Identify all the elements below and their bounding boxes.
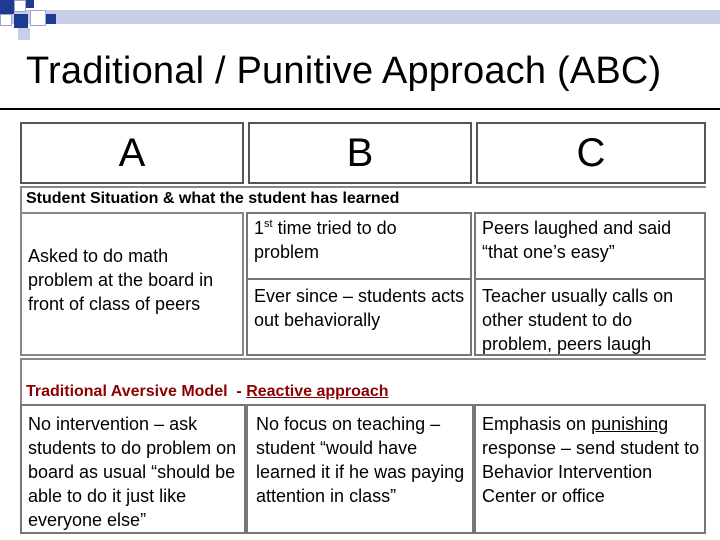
section1-a-text: Asked to do math problem at the board in front of class of peers — [28, 246, 214, 314]
header-b: B — [248, 122, 472, 184]
decor-square — [18, 28, 30, 40]
title-divider — [0, 108, 720, 110]
page-title: Traditional / Punitive Approach (ABC) — [26, 50, 662, 92]
decor-square — [14, 0, 26, 12]
header-c: C — [476, 122, 706, 184]
section1-cell-a — [20, 212, 244, 356]
section2-cell-c: Emphasis on punishing response – send student to Behavior Intervention Center or office — [474, 404, 706, 534]
decor-square — [30, 10, 46, 26]
section1-b2: Ever since – students acts out behaviorally — [248, 278, 470, 332]
decor-square — [26, 0, 34, 8]
section1-c2: Teacher usually calls on other student to do problem, peers laugh — [476, 278, 704, 356]
header-a: A — [20, 122, 244, 184]
section1-cell-b — [246, 212, 472, 356]
section1-label: Student Situation & what the student has learned — [26, 190, 400, 207]
section1-c1: Peers laughed and said “that one’s easy” — [482, 218, 672, 262]
section1-cell-c — [474, 212, 706, 356]
section2-cell-a — [20, 404, 246, 534]
decor-square — [14, 14, 28, 28]
top-decor-bar — [0, 10, 720, 24]
section1-b1: 1st time tried to do problem — [254, 218, 397, 262]
section2-a-text: No intervention – ask students to do problem on board as usual “should be able to do it just like everyone else” — [28, 414, 237, 530]
decor-square — [0, 14, 12, 26]
decor-square — [46, 14, 56, 24]
section2-b-text: No focus on teaching – student “would have learned it if he was paying attention in class” — [256, 414, 465, 506]
decor-square — [0, 0, 14, 14]
section2-cell-b — [246, 404, 474, 534]
section2-label: Traditional Aversive Model - Reactive approach — [26, 383, 389, 400]
